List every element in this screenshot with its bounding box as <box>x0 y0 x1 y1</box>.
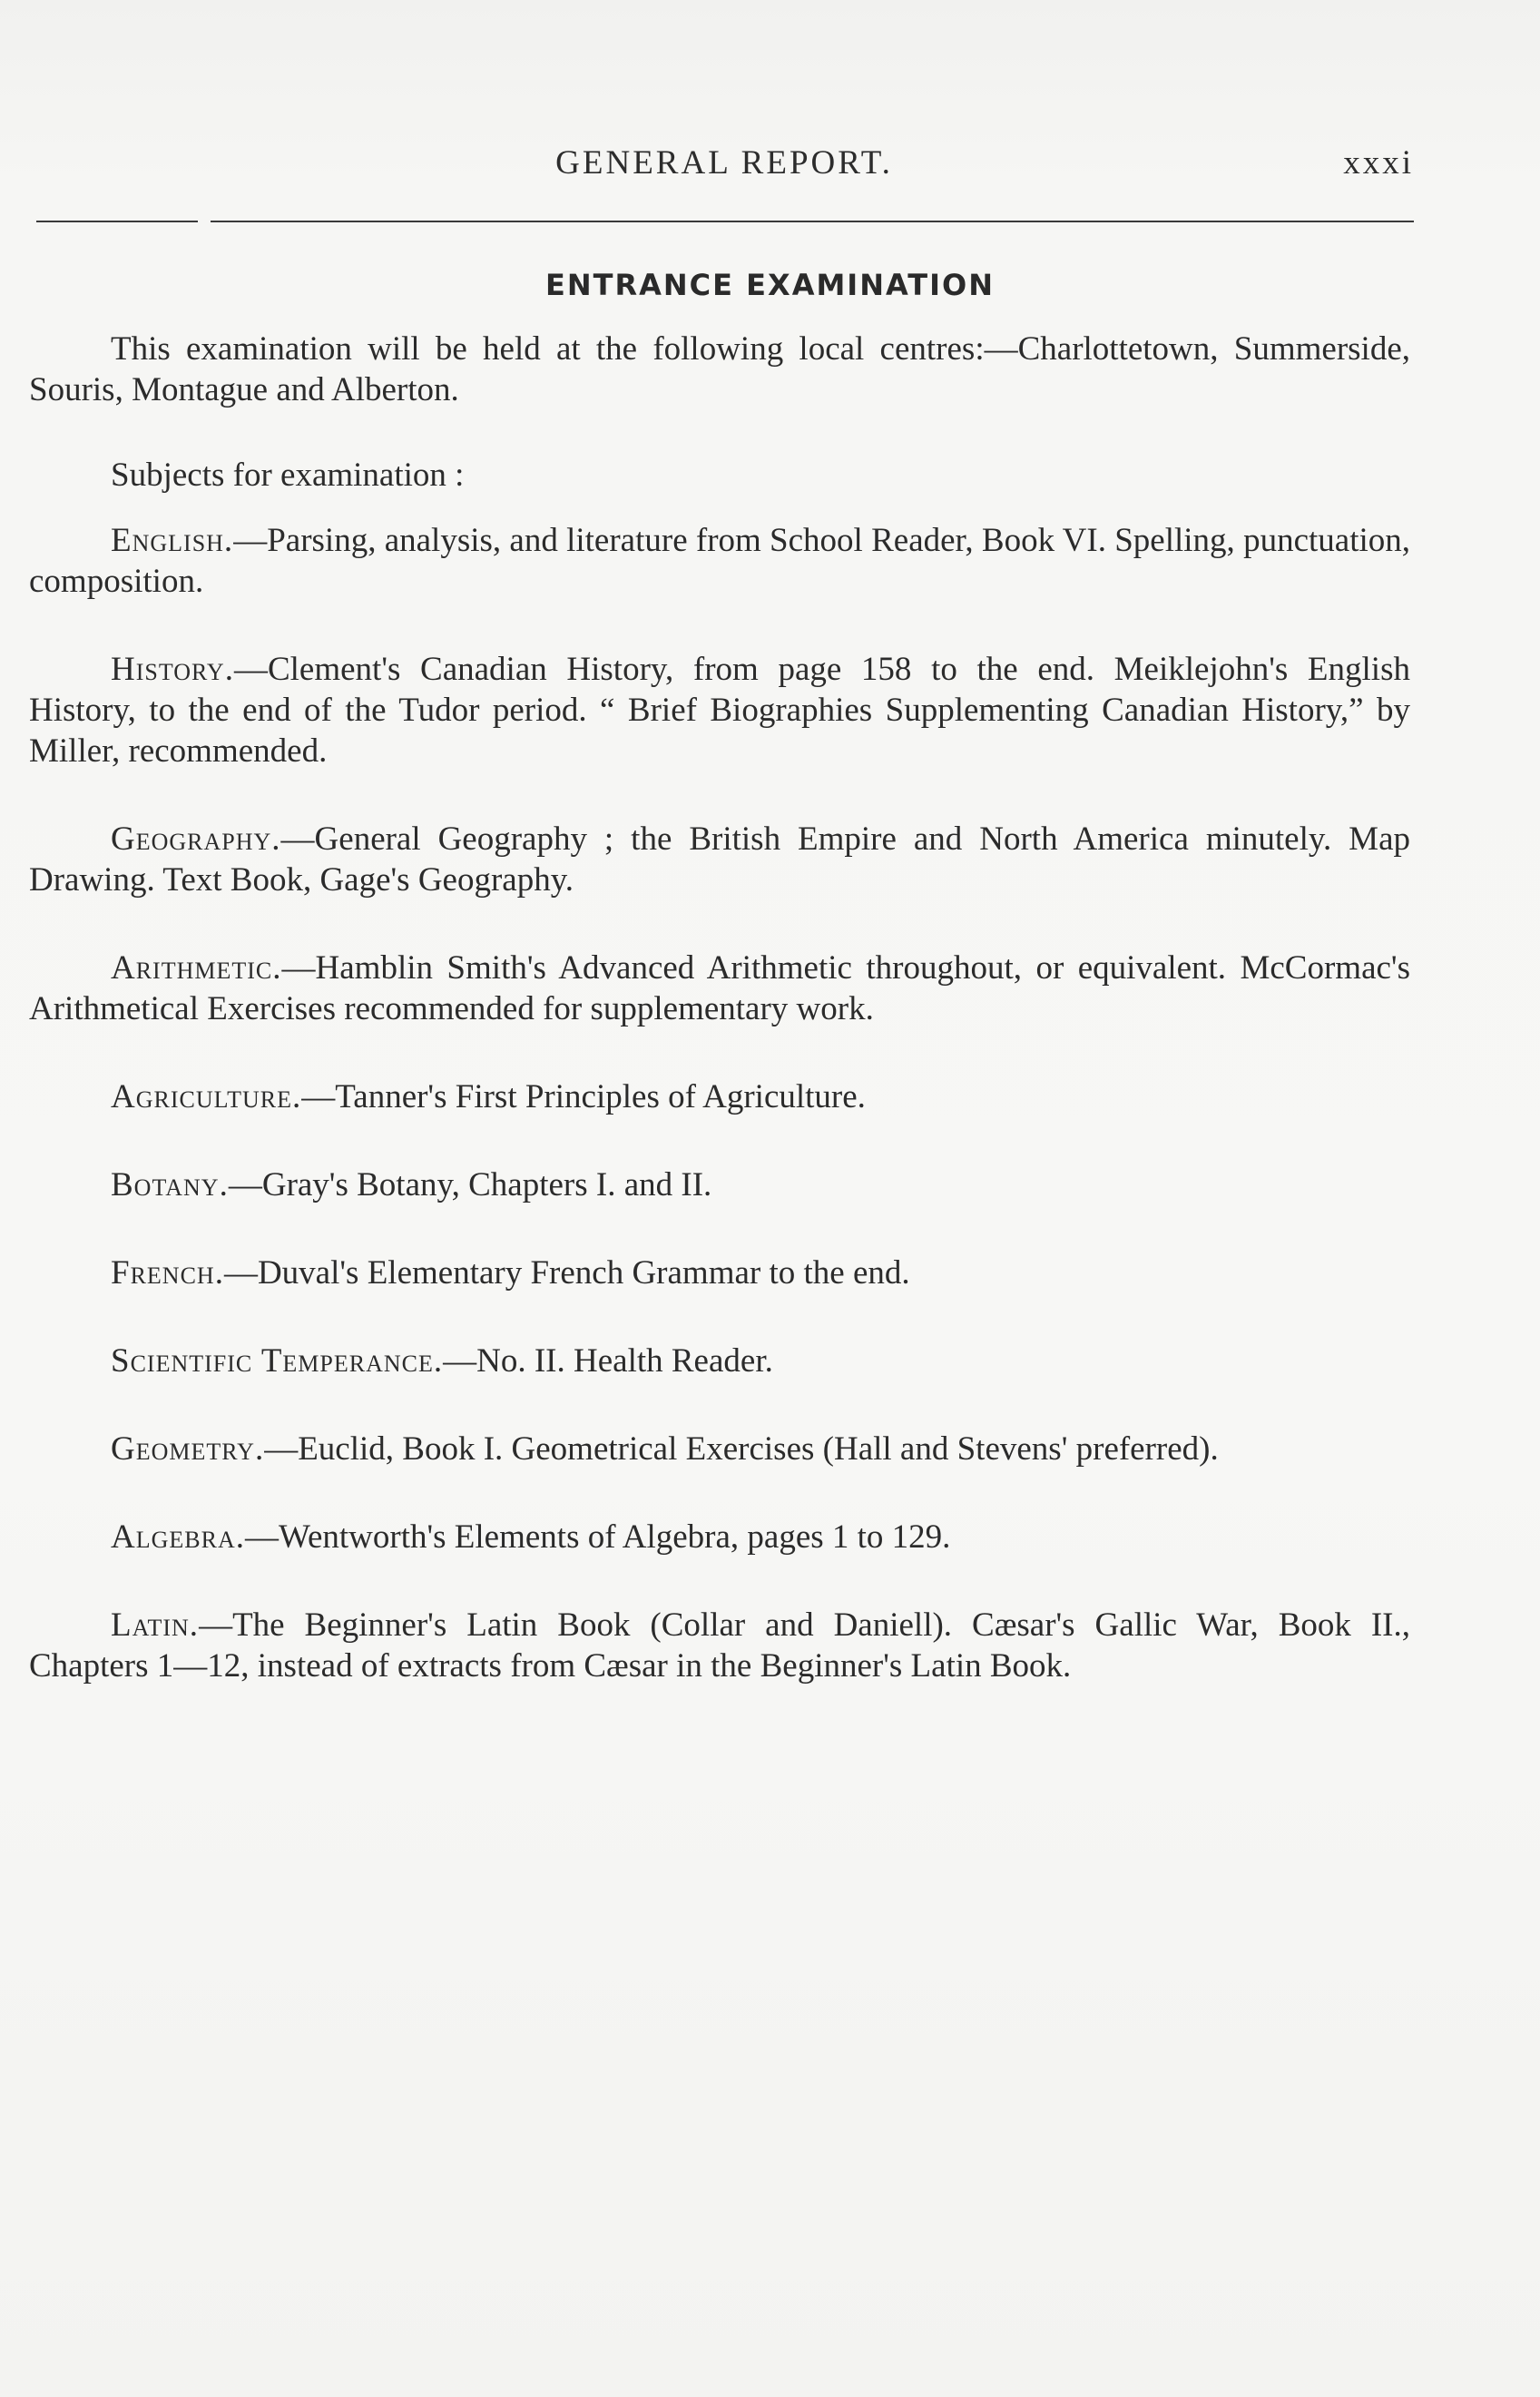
subject-name: French. <box>111 1254 224 1292</box>
subject-algebra <box>29 1517 1410 1557</box>
body-text <box>29 329 1410 1734</box>
subject-english <box>29 520 1410 602</box>
subject-french <box>29 1253 1410 1293</box>
subject-text: —Clement's Canadian History, from page 158 to the end. Meiklejohn's English History, to the end of the Tudor period. “ Brief Biographies Supplementing Canadian History,” by Miller, recommended. <box>29 651 1410 770</box>
subject-text: —General Geography ; the British Empire and North America minutely. Map Drawing. Text Book, Gage's Geography. <box>29 820 1410 899</box>
subject-text: —No. II. Health Reader. <box>443 1342 773 1380</box>
subject-name: Arithmetic. <box>111 949 282 987</box>
subject-name: Geometry. <box>111 1430 265 1468</box>
subject-name: Algebra. <box>111 1518 245 1556</box>
subject-text: —Euclid, Book I. Geometrical Exercises (Hall and Stevens' preferred). <box>264 1430 1219 1468</box>
subject-text: —Tanner's First Principles of Agriculture. <box>301 1078 866 1115</box>
subject-name: History. <box>111 651 234 688</box>
page-number: xxxi <box>1343 144 1414 182</box>
page-header <box>34 143 1414 198</box>
subject-scientific-temperance <box>29 1341 1410 1381</box>
subject-text: —Hamblin Smith's Advanced Arithmetic throughout, or equivalent. McCormac's Arithmetical Exercises recommended for supplementary work. <box>29 949 1410 1027</box>
subjects-label: Subjects for examination : <box>111 457 465 494</box>
section-title: ENTRANCE EXAMINATION <box>545 268 995 302</box>
subject-history <box>29 649 1410 771</box>
subject-text: —The Beginner's Latin Book (Collar and Daniell). Cæsar's Gallic War, Book II., Chapters 1—12, instead of extracts from Cæsar in the Beginner's Latin Book. <box>29 1606 1410 1685</box>
subject-name: Agriculture. <box>111 1078 302 1115</box>
subject-name: Latin. <box>111 1606 200 1644</box>
subject-geometry <box>29 1429 1410 1469</box>
subject-geography <box>29 819 1410 900</box>
header-rule-right <box>211 221 1414 222</box>
subject-text: —Duval's Elementary French Grammar to the end. <box>223 1254 910 1292</box>
subject-agriculture <box>29 1076 1410 1117</box>
subject-latin <box>29 1605 1410 1686</box>
subject-name: Scientific Temperance. <box>111 1342 444 1380</box>
running-title: GENERAL REPORT. <box>555 144 893 182</box>
header-rule-left <box>36 221 198 222</box>
subject-arithmetic <box>29 948 1410 1029</box>
intro-paragraph: This examination will be held at the following local centres:—Charlottetown, Summerside, Souris, Montague and Alberton. <box>29 330 1410 408</box>
subject-name: Botany. <box>111 1166 229 1203</box>
subject-text: —Wentworth's Elements of Algebra, pages 1 to 129. <box>244 1518 951 1556</box>
subject-text: —Parsing, analysis, and literature from School Reader, Book VI. Spelling, punctuation, composition. <box>29 522 1410 600</box>
subject-text: —Gray's Botany, Chapters I. and II. <box>228 1166 712 1203</box>
subject-name: Geography. <box>111 820 281 858</box>
subject-name: English. <box>111 522 234 559</box>
subject-botany <box>29 1164 1410 1205</box>
